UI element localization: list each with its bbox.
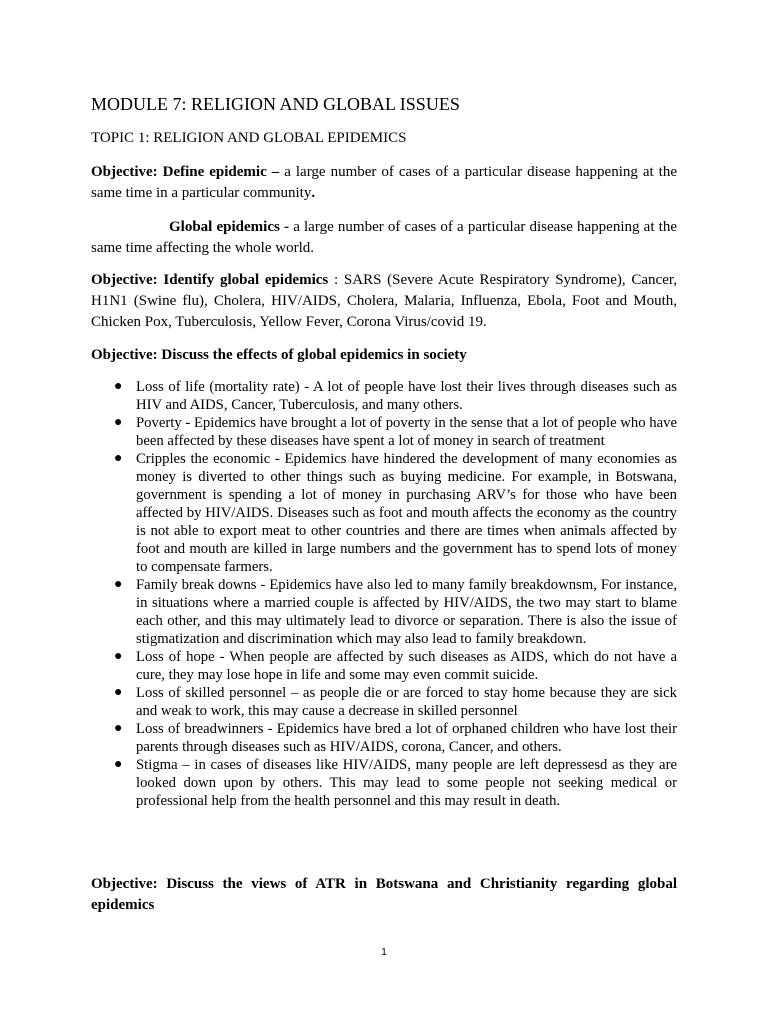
define-epidemic-text: a large number of cases of a particular disease happening at the same time in a particular community bbox=[91, 164, 677, 201]
bullet-icon: ● bbox=[114, 451, 123, 466]
topic-title: TOPIC 1: RELIGION AND GLOBAL EPIDEMICS bbox=[91, 130, 407, 146]
bullet-icon: ● bbox=[114, 415, 123, 430]
bullet-icon: ● bbox=[114, 721, 123, 736]
identify-epidemics-label: Objective: Identify global epidemics bbox=[91, 272, 329, 288]
define-epidemic-period: . bbox=[311, 185, 316, 201]
global-epidemics-paragraph bbox=[91, 217, 677, 259]
identify-epidemics-text: : SARS (Severe Acute Respiratory Syndrome), Cancer, H1N1 (Swine flu), Cholera, HIV/AIDS, Cholera, Malaria, Influenza, Ebola, Foot and Mouth, Chicken Pox, Tuberculosis, Yellow Fever, Corona Virus/covid 19. bbox=[91, 272, 677, 330]
bullet-icon: ● bbox=[114, 379, 123, 394]
define-epidemic-paragraph bbox=[91, 162, 677, 204]
views-heading: Objective: Discuss the views of ATR in Botswana and Christianity regarding global epidemics bbox=[91, 876, 677, 913]
global-epidemics-text: a large number of cases of a particular disease happening at the same time affecting the whole world. bbox=[91, 219, 677, 256]
module-title: MODULE 7: RELIGION AND GLOBAL ISSUES bbox=[91, 94, 460, 114]
identify-epidemics-paragraph bbox=[91, 270, 677, 333]
effects-list bbox=[91, 378, 677, 810]
define-epidemic-label: Objective: Define epidemic – bbox=[91, 164, 280, 180]
list-item: ● Loss of breadwinners - Epidemics have bred a lot of orphaned children who have lost their parents through diseases such as HIV/AIDS, corona, Cancer, and others. bbox=[114, 721, 677, 755]
bullet-icon: ● bbox=[114, 649, 123, 664]
list-item: ● Loss of hope - When people are affected by such diseases as AIDS, which do not have a cure, they may lose hope in life and some may even commit suicide. bbox=[114, 649, 677, 683]
list-item: ● Family break downs - Epidemics have also led to many family breakdownsm, For instance, in situations where a married couple is affected by HIV/AIDS, the two may start to blame each other, and this may ultimately lead to divorce or separation. There is also the issue of stigmatization and discrimination which may also lead to family breakdown. bbox=[114, 577, 677, 647]
effects-heading: Objective: Discuss the effects of global epidemics in society bbox=[91, 347, 467, 363]
list-item: ● Loss of skilled personnel – as people die or are forced to stay home because they are sick and weak to work, this may cause a decrease in skilled personnel bbox=[114, 685, 677, 719]
list-item: ● Stigma – in cases of diseases like HIV/AIDS, many people are left depressesd as they are looked down upon by others. This may lead to some people not seeking medical or professional help from the health personnel and this may result in death. bbox=[114, 757, 677, 809]
bullet-icon: ● bbox=[114, 685, 123, 700]
page-number: 1 bbox=[381, 947, 387, 958]
global-epidemics-label: Global epidemics - bbox=[169, 219, 290, 235]
bullet-icon: ● bbox=[114, 577, 123, 592]
bullet-icon: ● bbox=[114, 757, 123, 772]
list-item: ● Loss of life (mortality rate) - A lot of people have lost their lives through diseases such as HIV and AIDS, Cancer, Tuberculosis, and many others. bbox=[114, 379, 677, 413]
list-item: ● Cripples the economic - Epidemics have hindered the development of many economies as money is diverted to other things such as buying medicine. For example, in Botswana, government is spending a lot of money in purchasing ARV’s for those who have been affected by HIV/AIDS. Diseases such as foot and mouth affects the economy as the country is not able to export meat to other countries and there are times when animals affected by foot and mouth are killed in large numbers and the government has to spend lots of money to compensate farmers. bbox=[114, 451, 677, 575]
list-item: ● Poverty - Epidemics have brought a lot of poverty in the sense that a lot of people who have been affected by these diseases have spent a lot of money in search of treatment bbox=[114, 415, 677, 449]
